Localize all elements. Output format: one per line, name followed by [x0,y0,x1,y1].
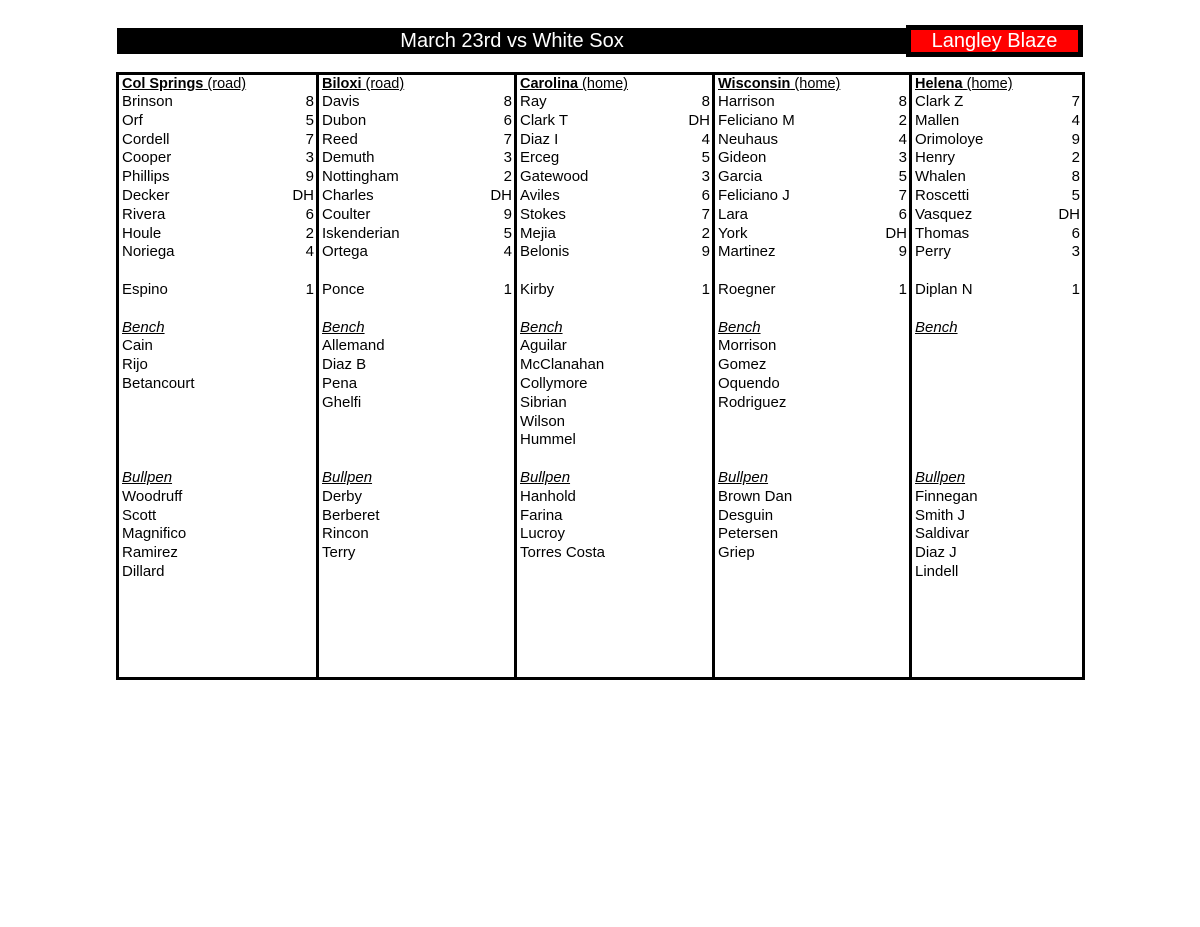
player-position: 6 [701,186,710,204]
player-position: 9 [503,205,512,223]
bullpen-list [915,488,1080,582]
player-position: 1 [898,280,907,298]
player-position: 5 [701,149,710,167]
player-name: Desguin [718,506,774,524]
player-name: Hummel [520,431,576,449]
player-name: Derby [322,487,363,505]
player-name: Brown Dan [718,487,793,505]
player-name: Roscetti [915,186,970,204]
team-name-label: Biloxi [322,76,362,92]
player-name: Henry [915,149,956,167]
player-name: Espino [122,280,168,298]
player-name: Dillard [122,562,165,580]
lineup-row [718,149,907,168]
team-venue: (home) [794,76,841,92]
bench-player [122,375,314,394]
player-name: Allemand [322,337,385,355]
lineup-row [122,131,314,150]
player-name: Coulter [322,205,371,223]
team-header [718,75,907,93]
player-name: Ortega [322,243,368,261]
lineup-row [718,206,907,225]
player-name: Scott [122,506,157,524]
player-name: Martinez [718,243,776,261]
player-position: 9 [701,243,710,261]
bullpen-list [322,488,512,563]
bench-player [322,356,512,375]
player-position: 2 [503,168,512,186]
game-title: March 23rd vs White Sox [117,28,907,54]
pitcher-row [122,281,314,300]
bullpen-player [915,563,1080,582]
player-name: Ponce [322,280,365,298]
bullpen-player [520,488,710,507]
team-name-label: Col Springs [122,76,204,92]
player-name: York [718,224,748,242]
player-name: Diplan N [915,280,973,298]
lineup-row [520,131,710,150]
bench-player [520,413,710,432]
player-name: Oquendo [718,374,780,392]
bullpen-player [520,525,710,544]
lineup-row [915,206,1080,225]
player-position: 5 [898,168,907,186]
bullpen-player [122,525,314,544]
player-name: Cain [122,337,153,355]
player-position: 3 [503,149,512,167]
player-name: Lara [718,205,749,223]
bench-player [520,431,710,450]
lineup-row [122,112,314,131]
lineup-row [718,131,907,150]
player-name: Smith J [915,506,966,524]
player-position: 3 [898,149,907,167]
player-position: 3 [1071,243,1080,261]
player-name: Betancourt [122,374,195,392]
lineup-row [322,206,512,225]
bullpen-list [718,488,907,563]
player-name: Whalen [915,168,966,186]
player-name: Pena [322,374,358,392]
player-name: Belonis [520,243,570,261]
player-name: Rijo [122,356,148,374]
bench-list [520,337,710,450]
player-position: 8 [898,93,907,110]
player-name: Davis [322,93,360,110]
player-name: Diaz J [915,544,957,562]
player-position: DH [688,111,710,129]
player-position: 9 [1071,130,1080,148]
bullpen-player [322,544,512,563]
lineup-row [322,112,512,131]
player-name: Demuth [322,149,375,167]
team-name-label: Wisconsin [718,76,791,92]
bullpen-player [718,488,907,507]
player-name: Roegner [718,280,776,298]
team-venue: (home) [582,76,628,92]
lineup-row [122,187,314,206]
player-position: DH [490,186,512,204]
team-name-label: Carolina [520,76,579,92]
lineup-row [718,187,907,206]
pitcher-row [718,281,907,300]
bullpen-player [915,544,1080,563]
player-position: 6 [1071,224,1080,242]
bench-list [122,337,314,450]
player-name: Orf [122,111,143,129]
bullpen-player [718,525,907,544]
bench-player [322,394,512,413]
team-header [122,75,314,93]
player-position: 8 [1071,168,1080,186]
player-name: Garcia [718,168,763,186]
player-name: Magnifico [122,525,187,543]
player-name: Berberet [322,506,380,524]
lineup-row [122,168,314,187]
bench-list [322,337,512,450]
bench-label: Bench [322,318,365,336]
team-venue: (road) [365,76,405,92]
bench-label: Bench [718,318,761,336]
player-name: Terry [322,544,356,562]
team-column [119,75,316,677]
team-venue: (road) [207,76,247,92]
player-name: McClanahan [520,356,605,374]
player-name: Kirby [520,280,555,298]
player-name: Brinson [122,93,173,110]
team-header [322,75,512,93]
lineup-row [520,187,710,206]
player-position: 7 [1071,93,1080,110]
player-position: 7 [701,205,710,223]
player-position: 8 [701,93,710,110]
player-name: Rodriguez [718,393,787,411]
bullpen-label: Bullpen [322,468,373,486]
player-name: Gatewood [520,168,589,186]
player-name: Feliciano M [718,111,795,129]
player-position: 8 [305,93,314,110]
player-position: 1 [305,280,314,298]
bench-player [718,337,907,356]
lineup-row [520,149,710,168]
player-position: 3 [701,168,710,186]
player-name: Thomas [915,224,970,242]
bullpen-player [718,507,907,526]
bullpen-label: Bullpen [520,468,571,486]
lineup-row [520,168,710,187]
player-position: 1 [701,280,710,298]
player-name: Iskenderian [322,224,400,242]
player-name: Clark Z [915,93,964,110]
lineup-row [915,112,1080,131]
lineup-row [122,149,314,168]
bench-list [718,337,907,450]
player-name: Saldivar [915,525,970,543]
player-position: 4 [503,243,512,261]
player-name: Sibrian [520,393,567,411]
bullpen-player [915,525,1080,544]
team-column [712,75,909,677]
lineup-row [915,187,1080,206]
lineup-row [322,149,512,168]
player-position: 3 [305,149,314,167]
bullpen-player [520,507,710,526]
bullpen-list [520,488,710,563]
bench-player [322,375,512,394]
player-name: Dubon [322,111,367,129]
bench-list [915,337,1080,450]
bench-player [520,394,710,413]
player-name: Charles [322,186,374,204]
lineup-row [122,225,314,244]
bench-player [122,356,314,375]
bullpen-player [322,488,512,507]
player-name: Torres Costa [520,544,606,562]
team-column [316,75,514,677]
pitcher-row [520,281,710,300]
player-position: 2 [1071,149,1080,167]
player-name: Cordell [122,130,170,148]
player-name: Reed [322,130,358,148]
player-name: Griep [718,544,755,562]
player-position: 9 [898,243,907,261]
bench-player [520,375,710,394]
lineup-row [520,206,710,225]
player-name: Diaz B [322,356,367,374]
player-name: Houle [122,224,162,242]
lineup-row [718,243,907,262]
player-position: 6 [503,111,512,129]
lineup-row [322,93,512,112]
player-name: Noriega [122,243,175,261]
lineup-row [915,243,1080,262]
player-name: Ramirez [122,544,178,562]
bench-player [122,337,314,356]
player-name: Mallen [915,111,960,129]
player-name: Gomez [718,356,767,374]
player-name: Stokes [520,205,566,223]
pitcher-row [322,281,512,300]
team-header [915,75,1080,93]
player-name: Petersen [718,525,779,543]
player-name: Mejia [520,224,556,242]
player-position: 5 [503,224,512,242]
player-position: DH [292,186,314,204]
bullpen-player [915,507,1080,526]
pitcher-row [915,281,1080,300]
player-name: Perry [915,243,951,261]
bullpen-player [122,507,314,526]
player-position: 1 [503,280,512,298]
player-position: 5 [1071,186,1080,204]
player-name: Lucroy [520,525,566,543]
lineup-row [322,225,512,244]
lineup-row [322,168,512,187]
player-position: 2 [898,111,907,129]
player-name: Rivera [122,205,166,223]
player-name: Vasquez [915,205,973,223]
bullpen-label: Bullpen [915,468,966,486]
team-name-label: Helena [915,76,963,92]
player-name: Orimoloye [915,130,984,148]
player-name: Lindell [915,562,959,580]
bench-label: Bench [520,318,563,336]
bench-label: Bench [122,318,165,336]
player-position: 7 [898,186,907,204]
bullpen-player [915,488,1080,507]
player-name: Aguilar [520,337,567,355]
bullpen-player [520,544,710,563]
bench-player [718,356,907,375]
lineup-row [718,225,907,244]
team-venue: (home) [966,76,1013,92]
lineup-row [520,225,710,244]
player-name: Neuhaus [718,130,779,148]
bullpen-player [322,525,512,544]
bullpen-player [122,488,314,507]
lineup-row [915,131,1080,150]
bench-player [718,394,907,413]
lineup-row [122,206,314,225]
player-name: Nottingham [322,168,399,186]
player-position: DH [885,224,907,242]
player-name: Ghelfi [322,393,362,411]
lineup-row [520,243,710,262]
bullpen-player [122,563,314,582]
player-position: 7 [503,130,512,148]
lineup-grid [116,72,1085,680]
player-name: Finnegan [915,487,978,505]
team-column [909,75,1082,677]
lineup-row [322,187,512,206]
team-badge [906,25,1083,57]
player-name: Collymore [520,374,588,392]
bullpen-list [122,488,314,582]
lineup-row [322,243,512,262]
bullpen-label: Bullpen [718,468,769,486]
team-name: Langley Blaze [911,30,1078,52]
lineup-row [915,149,1080,168]
player-position: 5 [305,111,314,129]
bench-player [520,356,710,375]
bullpen-player [122,544,314,563]
lineup-row [122,93,314,112]
player-name: Gideon [718,149,767,167]
lineup-row [718,93,907,112]
player-position: 9 [305,168,314,186]
player-name: Erceg [520,149,560,167]
lineup-row [322,131,512,150]
bench-player [322,337,512,356]
bullpen-player [718,544,907,563]
bullpen-label: Bullpen [122,468,173,486]
player-name: Decker [122,186,170,204]
bench-player [718,375,907,394]
player-name: Feliciano J [718,186,790,204]
player-name: Cooper [122,149,172,167]
player-name: Phillips [122,168,170,186]
player-position: 2 [305,224,314,242]
player-position: 6 [898,205,907,223]
lineup-row [520,93,710,112]
lineup-row [520,112,710,131]
player-position: 4 [898,130,907,148]
player-position: DH [1058,205,1080,223]
player-position: 7 [305,130,314,148]
player-name: Farina [520,506,563,524]
player-position: 6 [305,205,314,223]
lineup-row [718,168,907,187]
player-position: 4 [305,243,314,261]
player-position: 1 [1071,280,1080,298]
team-header [520,75,710,93]
player-name: Wilson [520,412,566,430]
lineup-row [915,225,1080,244]
bench-player [520,337,710,356]
player-name: Woodruff [122,487,183,505]
player-position: 4 [701,130,710,148]
bullpen-player [322,507,512,526]
lineup-row [718,112,907,131]
player-name: Rincon [322,525,369,543]
bench-label: Bench [915,318,958,336]
team-column [514,75,712,677]
player-name: Morrison [718,337,777,355]
player-name: Diaz I [520,130,559,148]
lineup-row [122,243,314,262]
player-position: 8 [503,93,512,110]
lineup-row [915,168,1080,187]
player-name: Hanhold [520,487,576,505]
player-name: Ray [520,93,547,110]
player-name: Clark T [520,111,569,129]
lineup-row [915,93,1080,112]
player-position: 4 [1071,111,1080,129]
player-name: Harrison [718,93,775,110]
player-name: Aviles [520,186,560,204]
player-position: 2 [701,224,710,242]
